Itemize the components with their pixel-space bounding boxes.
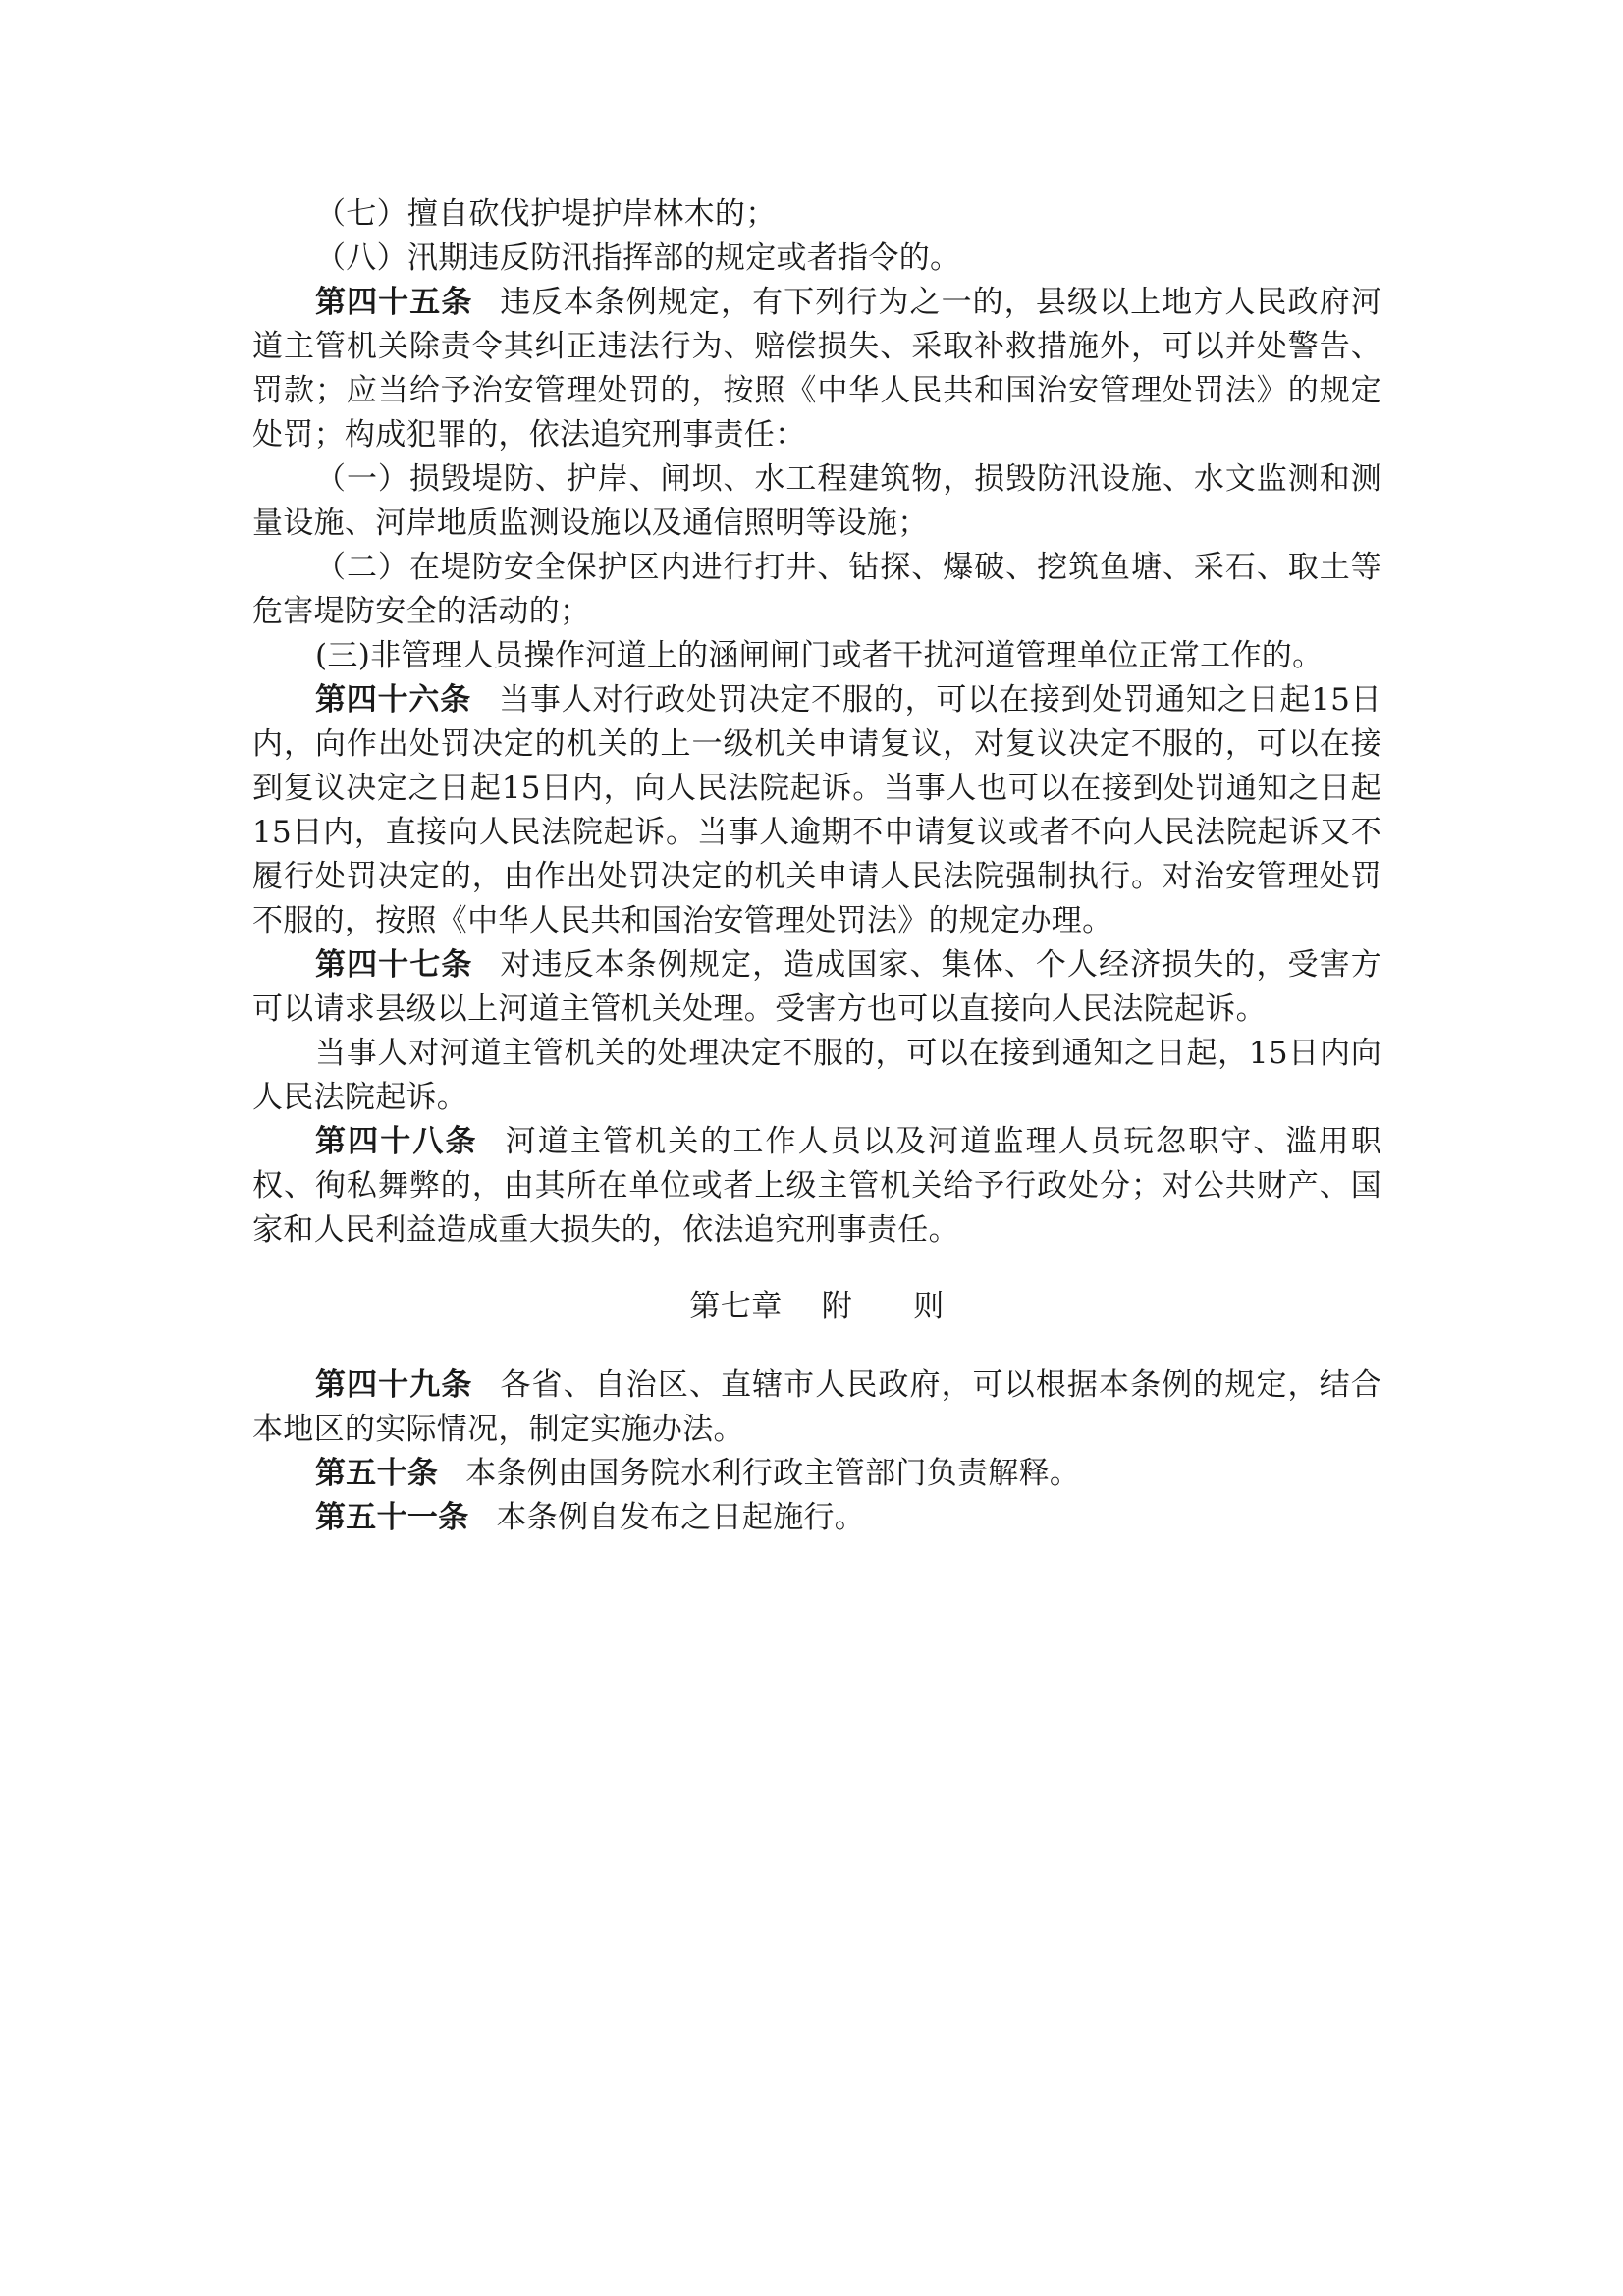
- article-number: 第四十七条: [315, 947, 473, 983]
- article-paragraph: [252, 281, 1381, 457]
- article-number: 第四十六条: [315, 682, 472, 718]
- paragraph-text: （七）擅自砍伐护堤护岸林木的；: [315, 196, 777, 232]
- paragraph-text: （二）在堤防安全保护区内进行打井、钻探、爆破、挖筑鱼塘、采石、取土等危害堤防安全的活动的；: [252, 550, 1381, 629]
- paragraph-text: 当事人对行政处罚决定不服的，可以在接到处罚通知之日起15日内，向作出处罚决定的机关的上一级机关申请复议，对复议决定不服的，可以在接到复议决定之日起15日内，向人民法院起诉。当事人也可以在接到处罚通知之日起15日内，直接向人民法院起诉。当事人逾期不申请复议或者不向人民法院起诉又不履行处罚决定的，由作出处罚决定的机关申请人民法院强制执行。对治安管理处罚不服的，按照《中华人民共和国治安管理处罚法》的规定办理。: [252, 682, 1381, 938]
- paragraph-text: 河道主管机关的工作人员以及河道监理人员玩忽职守、滥用职权、徇私舞弊的，由其所在单位或者上级主管机关给予行政处分；对公共财产、国家和人民利益造成重大损失的，依法追究刑事责任。: [252, 1124, 1382, 1248]
- article-paragraph: [252, 943, 1381, 1032]
- chapter-title-word-1: 附: [821, 1289, 853, 1324]
- paragraph-text: 对违反本条例规定，造成国家、集体、个人经济损失的，受害方可以请求县级以上河道主管机关处理。受害方也可以直接向人民法院起诉。: [252, 947, 1381, 1027]
- document-page: [252, 192, 1381, 1540]
- paragraph-text: 违反本条例规定，有下列行为之一的，县级以上地方人民政府河道主管机关除责令其纠正违法行为、赔偿损失、采取补救措施外，可以并处警告、罚款；应当给予治安管理处罚的，按照《中华人民共和国治安管理处罚法》的规定处罚；构成犯罪的，依法追究刑事责任：: [252, 285, 1381, 453]
- paragraph-text: (三)非管理人员操作河道上的涵闸闸门或者干扰河道管理单位正常工作的。: [315, 638, 1324, 673]
- clause-paragraph: [252, 1032, 1381, 1120]
- article-number: 第四十八条: [315, 1124, 478, 1159]
- clause-paragraph: [252, 634, 1381, 678]
- article-number: 第四十五条: [315, 285, 473, 320]
- paragraph-text: 本条例自发布之日起施行。: [496, 1500, 866, 1535]
- article-paragraph: [252, 1452, 1381, 1496]
- chapter-number: 第七章: [689, 1289, 783, 1324]
- article-paragraph: [252, 1363, 1381, 1452]
- clause-paragraph: [252, 237, 1381, 281]
- paragraph-text: 本条例由国务院水利行政主管部门负责解释。: [465, 1456, 1081, 1491]
- paragraph-text: 各省、自治区、直辖市人民政府，可以根据本条例的规定，结合本地区的实际情况，制定实施办法。: [252, 1367, 1381, 1447]
- article-number: 第五十条: [315, 1456, 439, 1491]
- paragraph-text: （一）损毁堤防、护岸、闸坝、水工程建筑物，损毁防汛设施、水文监测和测量设施、河岸地质监测设施以及通信照明等设施；: [252, 461, 1381, 541]
- clause-paragraph: [252, 457, 1381, 546]
- article-number: 第四十九条: [315, 1367, 473, 1403]
- chapter-seven-body: [252, 1363, 1381, 1540]
- paragraph-text: 当事人对河道主管机关的处理决定不服的，可以在接到通知之日起，15日内向人民法院起诉。: [252, 1036, 1381, 1115]
- article-paragraph: [252, 1496, 1381, 1540]
- chapter-heading: [252, 1285, 1381, 1329]
- clause-paragraph: [252, 546, 1381, 634]
- chapter-six-tail: [252, 192, 1381, 1253]
- clause-paragraph: [252, 192, 1381, 237]
- paragraph-text: （八）汛期违反防汛指挥部的规定或者指令的。: [315, 240, 961, 276]
- article-number: 第五十一条: [315, 1500, 469, 1535]
- article-paragraph: [252, 678, 1381, 943]
- article-paragraph: [252, 1120, 1381, 1253]
- chapter-title-word-2: 则: [913, 1289, 945, 1324]
